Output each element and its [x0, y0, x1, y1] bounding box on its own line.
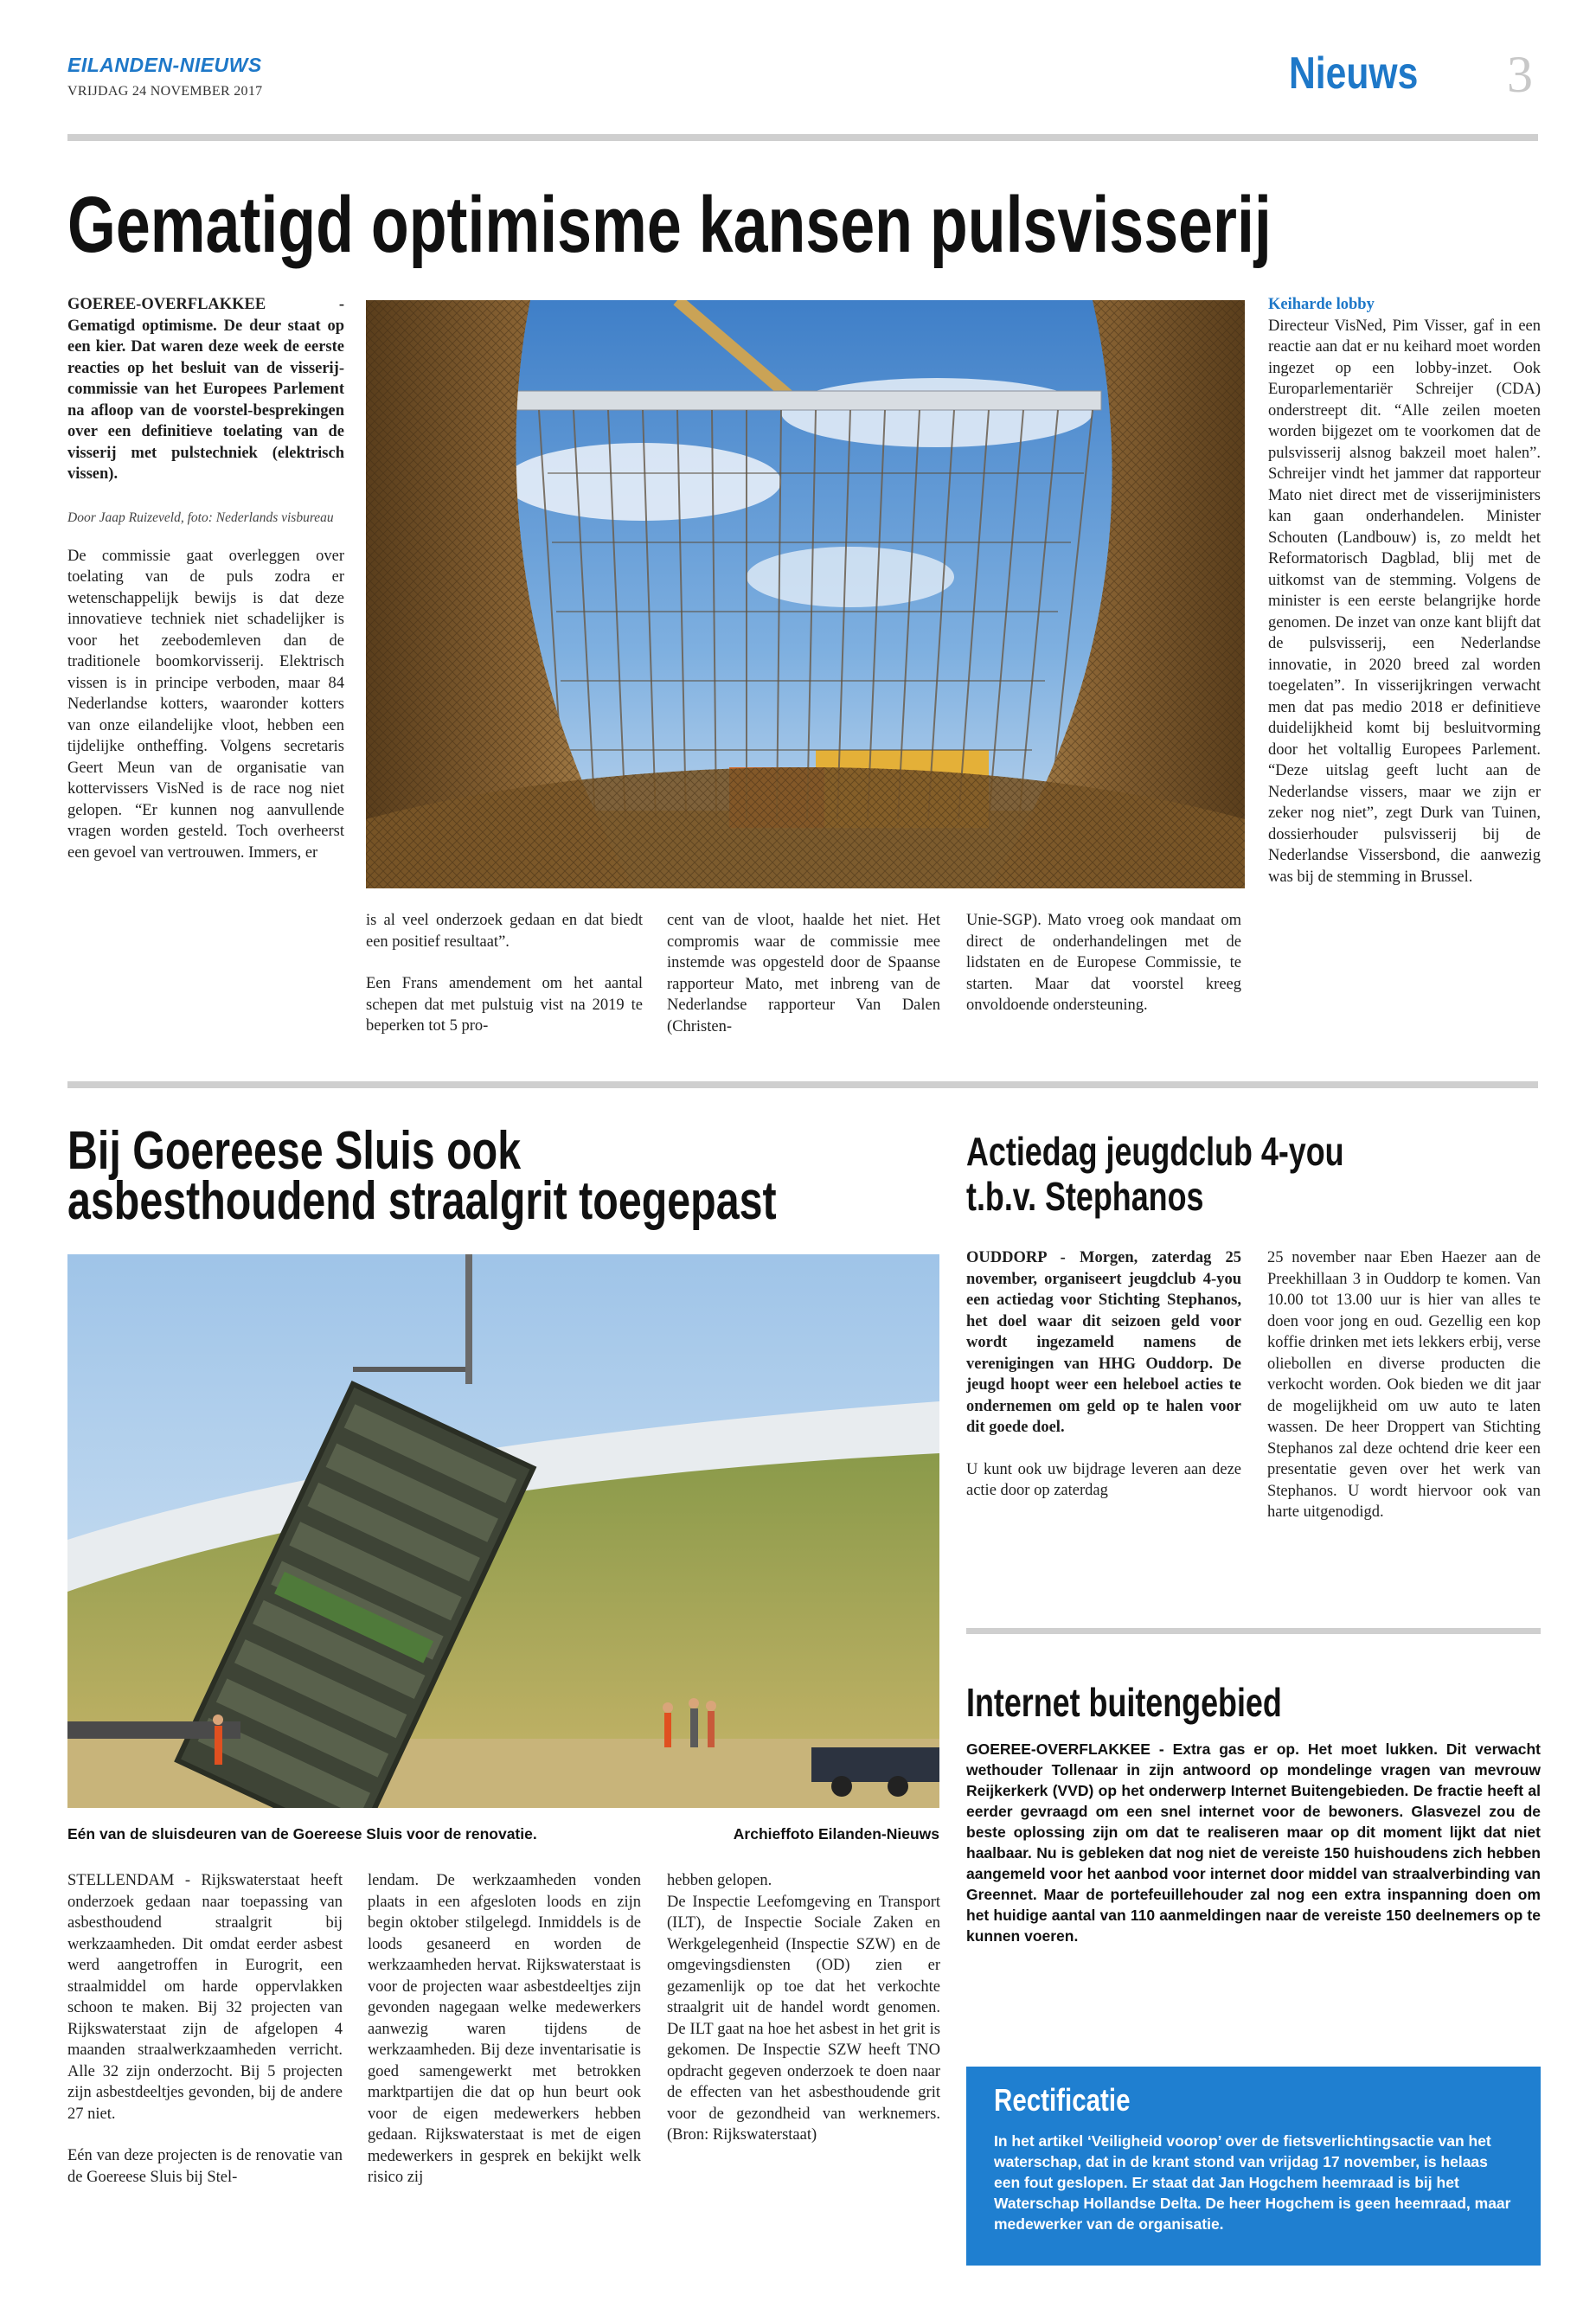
article3-rule [966, 1628, 1541, 1634]
article2-headline-line1: Bij Goereese Sluis ook [67, 1121, 522, 1181]
article2-col3 [667, 1870, 940, 2146]
article1-col2 [366, 910, 643, 1037]
masthead-logo: EILANDEN-NIEUWS [67, 54, 262, 76]
article2-col3-p2: De Inspectie Leefomgeving en Transport (ILT), de Inspectie Sociale Zaken en Werkgelegenheid (Inspectie SZW) en de omgevingsdiensten (OD) zien er gezamenlijk op toe dat het verkochte straalgrit uit de handel wordt genomen. De ILT gaat na hoe het asbest in het grit is gekomen. De Inspectie SZW heeft TNO opdracht gegeven onderzoek te doen naar de effecten van het asbesthoudende grit voor de gezondheid van werknemers. (Bron: Rijkswaterstaat) [667, 1893, 940, 2144]
mid-rule [67, 1081, 1538, 1088]
article3-headline [966, 1129, 1344, 1219]
article2-col1 [67, 1870, 343, 2188]
article1-col2-p2: Een Frans amendement om het aantal schepen dat met pulstuig vist na 2019 te beperken tot 5 pro- [366, 975, 643, 1035]
article4-body: GOEREE-OVERFLAKKEE - Extra gas er op. Het moet lukken. Dit verwacht wethouder Tollenaar in zijn antwoord op mondelinge vragen van mevrouw Reijkerkerk (VVD) op het onderwerp Internet Buitengebieden. De fractie heeft al eerder gevraagd om een snel internet voor de bewoners. Glasvezel zou de beste oplossing zijn om dat te realiseren maar op dit moment lijkt dat niet haalbaar. Nu is gebleken dat nog niet de vereiste 150 huishoudens zich hebben aangemeld voor het aanbod voor internet door middel van straalverbinding van Greennet. Maar de portefeuillehouder zal nog een extra inspanning doen om het huidige aantal van 110 aanmeldingen naar de vereiste 150 deelnemers op te kunnen voeren. [966, 1740, 1541, 1945]
article1-byline: Door Jaap Ruizeveld, foto: Nederlands visbureau [67, 510, 334, 525]
article3-col2-body: 25 november naar Eben Haezer aan de Preekhillaan 3 in Ouddorp te komen. Van 10.00 tot 13.00 uur is hier van alles te doen voor jong en oud. Gezellig een kop koffie drinken met iets lekkers erbij, verse oliebollen en diverse producten die verkocht worden. Ook bieden we dit jaar de mogelijkheid om uw auto te laten wassen. De heer Droppert van Stichting Stephanos zal deze ochtend drie keer een presentatie geven over het werk van Stephanos. U wordt hiervoor ook van harte uitgenodigd. [1267, 1249, 1541, 1521]
article1-lead: GOEREE-OVERFLAKKEE - Gematigd optimisme. De deur staat op een kier. Dat waren deze week de eerste reacties op het besluit van de visserij-commissie van het Europees Parlement na afloop van de voorstel-besprekingen over een definitieve toelating van de visserij met pulstechniek (elektrisch vissen). [67, 296, 344, 483]
article1-col1-body: De commissie gaat overleggen over toelating van de puls zodra er wetenschappelijk bewijs is dat deze innovatieve techniek niet schadelijker is voor het zeebodemleven dan de traditionele boomkorvisserij. Elektrisch vissen is in principe verboden, maar 84 Nederlandse kotters, waaronder kotters van onze eilandelijke vloot, hebben een tijdelijke ontheffing. Volgens secretaris Geert Meun van de organisatie van kottervissers VisNed is de race nog niet gelopen. “Er kunnen nog aanvullende vragen worden gesteld. Toch overheerst een gevoel van vertrouwen. Immers, er [67, 547, 344, 862]
article2-col1-p1: STELLENDAM - Rijkswaterstaat heeft onderzoek gedaan naar toepassing van asbesthoudend straalgrit bij werkzaamheden. Dit omdat eerder asbest werd aangetroffen in Eurogrit, een straalmiddel om harde oppervlakken schoon te maken. Bij 32 projecten van Rijkswaterstaat zijn de afgelopen 4 maanden straalwerkzaamheden verricht. Alle 32 zijn onderzocht. Bij 5 projecten zijn asbestdeeltjes gevonden, bij de andere 27 niet. [67, 1872, 343, 2123]
article1-col1 [67, 294, 344, 863]
article1-col4-body: Unie-SGP). Mato vroeg ook mandaat om direct de onderhandelingen met de lidstaten en de Europese Commissie, te starten. Maar dat voorstel kreeg onvoldoende ondersteuning. [966, 912, 1241, 1014]
article1-headline: Gematigd optimisme kansen pulsvisserij [67, 181, 1272, 269]
masthead-date: VRIJDAG 24 NOVEMBER 2017 [67, 84, 263, 99]
article2-col2 [368, 1870, 641, 2189]
article2-col3-p1: hebben gelopen. [667, 1872, 772, 1889]
article3-col1 [966, 1247, 1241, 1502]
sluice-photo [67, 1254, 939, 1808]
article1-col4 [966, 910, 1241, 1016]
article3-headline-line1: Actiedag jeugdclub 4-you [966, 1129, 1344, 1174]
article3-col2 [1267, 1247, 1541, 1523]
article3-col1-body: U kunt ook uw bijdrage leveren aan deze actie door op zaterdag [966, 1460, 1241, 1499]
article4-headline: Internet buitengebied [966, 1680, 1282, 1725]
article1-col3 [667, 910, 940, 1037]
article2-col1-p2: Eén van deze projecten is de renovatie van de Goereese Sluis bij Stel- [67, 2147, 343, 2186]
rectificatie-body: In het artikel ‘Veiligheid voorop’ over de fietsverlichtingsactie van het waterschap, dat in de krant stond van vrijdag 17 november, is helaas een fout geslopen. Er staat dat Jan Hogchem heemraad is bij het Waterschap Hollandse Delta. De heer Hogchem is geen heemraad, maar medewerker van de organisatie. [994, 2132, 1511, 2233]
section-title: Nieuws [1289, 48, 1419, 99]
article2-col2-body: lendam. De werkzaamheden vonden plaats in een afgesloten loods en zijn begin oktober stilgelegd. Inmiddels is de loods gesaneerd en worden de werkzaamheden hervat. Rijkswaterstaat is voor de projecten waar asbestdeeltjes zijn gevonden nagegaan welke medewerkers aanwezig waren tijdens de werkzaamheden. Bij deze inventarisatie is goed samengewerkt met betrokken marktpartijen die dat op hun beurt ook voor de eigen medewerkers hebben gedaan. Rijkswaterstaat is met de eigen medewerkers in gesprek en bekijkt welk risico zij [368, 1872, 641, 2186]
top-rule [67, 134, 1538, 141]
article3-headline-line2: t.b.v. Stephanos [966, 1174, 1204, 1219]
article2-headline-line2: asbesthoudend straalgrit toegepast [67, 1171, 777, 1231]
article1-col3-body: cent van de vloot, haalde het niet. Het compromis waar de commissie mee instemde was opgesteld door de Spaanse rapporteur Mato, met inbreng van de Nederlandse rapporteur Van Dalen (Christen- [667, 912, 940, 1035]
net-photo [366, 300, 1245, 888]
page-number: 3 [1507, 46, 1533, 103]
article3-lead: OUDDORP - Morgen, zaterdag 25 november, organiseert jeugdclub 4-you een actiedag voor Stichting Stephanos, het doel waar dit seizoen geld voor wordt ingezameld namens de verenigingen van HHG Ouddorp. De jeugd hoopt weer een heleboel acties te ondernemen om geld op te halen voor dit goede doel. [966, 1249, 1241, 1436]
sidebar-body: Directeur VisNed, Pim Visser, gaf in een reactie aan dat er nu keihard moet worden ingezet op een lobby-inzet. Ook Europarlementariër Schreijer (CDA) onderstreept dit. “Alle zeilen moeten worden bijgezet om te voorkomen dat de pulsvisserij alsnog bakzeil moet halen”. Schreijer vindt het jammer dat rapporteur Mato niet direct met de visserijministers kan gaan onderhandelen. Minister Schouten (Landbouw) is, zo meldt het Reformatorisch Dagblad, blij met de uitkomst van de stemming. Volgens de minister is een eerste belangrijke horde genomen. De inzet van onze kant blijft dat de pulsvisserij, een Nederlandse innovatie, in 2020 breed zal worden toegelaten”. In visserijkringen verwacht men dat pas medio 2018 er definitieve duidelijkheid komt bij besluitvorming door het voltallig Europees Parlement. “Deze uitslag geeft lucht aan de Nederlandse vissers, maar we zijn er zeker nog niet”, zegt Durk van Tuinen, dossierhouder pulsvisserij bij de Nederlandse Vissersbond, die aanwezig was bij de stemming in Brussel. [1268, 317, 1541, 886]
rectificatie-title: Rectificatie [994, 2082, 1131, 2118]
sluice-credit: Archieffoto Eilanden-Nieuws [733, 1825, 939, 1843]
sluice-caption: Eén van de sluisdeuren van de Goereese Sluis voor de renovatie. [67, 1825, 537, 1843]
article1-sidebar [1268, 294, 1541, 888]
article1-col2-p1: is al veel onderzoek gedaan en dat biedt een positief resultaat”. [366, 912, 643, 951]
rectificatie-box [966, 2067, 1541, 2266]
article2-headline [67, 1121, 777, 1231]
sidebar-subhead: Keiharde lobby [1268, 296, 1375, 313]
